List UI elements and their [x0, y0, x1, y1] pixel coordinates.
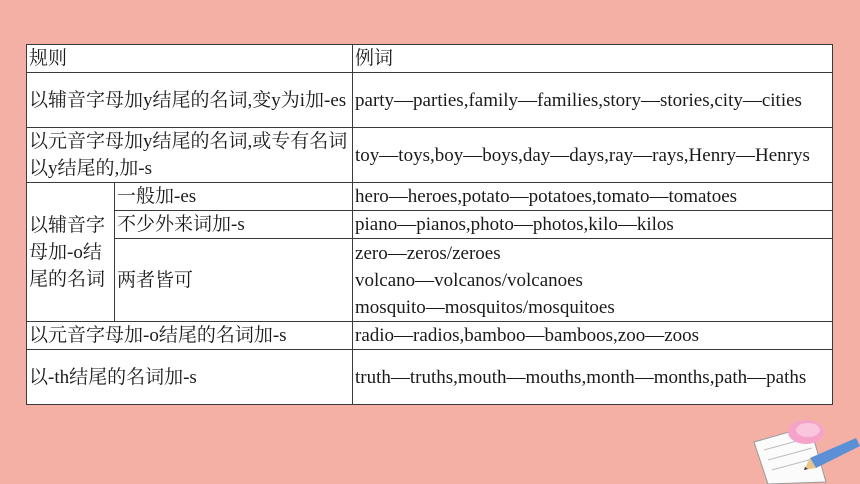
table-row [27, 239, 833, 322]
subrule-cell: 不少外来词加-s [115, 211, 353, 239]
plural-rules-table-container [26, 44, 832, 405]
example-cell [353, 239, 833, 322]
example-cell: truth—truths,mouth—mouths,month—months,path—paths [353, 350, 833, 405]
plural-rules-table [26, 44, 833, 405]
table-row [27, 73, 833, 128]
pencil-and-paper-icon [748, 412, 860, 484]
rule-cell: 以-th结尾的名词加-s [27, 350, 353, 405]
example-line: volcano—volcanos/volcanoes [355, 269, 583, 291]
example-line: zero—zeros/zeroes [355, 242, 501, 264]
table-row [27, 128, 833, 183]
table-row [27, 322, 833, 350]
table-row [27, 211, 833, 239]
table-row [27, 350, 833, 405]
rule-cell: 以元音字母加y结尾的名词,或专有名词以y结尾的,加-s [27, 128, 353, 183]
subrule-cell: 两者皆可 [115, 239, 353, 322]
table-row [27, 183, 833, 211]
example-cell: party—parties,family—families,story—stories,city—cities [353, 73, 833, 128]
example-cell: toy—toys,boy—boys,day—days,ray—rays,Henry—Henrys [353, 128, 833, 183]
table-header-row [27, 45, 833, 73]
rule-cell: 以元音字母加-o结尾的名词加-s [27, 322, 353, 350]
example-cell: hero—heroes,potato—potatoes,tomato—tomatoes [353, 183, 833, 211]
example-cell: radio—radios,bamboo—bamboos,zoo—zoos [353, 322, 833, 350]
rule-cell: 以辅音字母加y结尾的名词,变y为i加-es [27, 73, 353, 128]
example-line: mosquito—mosquitos/mosquitoes [355, 296, 615, 318]
subrule-cell: 一般加-es [115, 183, 353, 211]
header-example: 例词 [353, 45, 833, 73]
example-cell: piano—pianos,photo—photos,kilo—kilos [353, 211, 833, 239]
header-rule: 规则 [27, 45, 353, 73]
rule-cell-group: 以辅音字母加-o结尾的名词 [27, 183, 115, 322]
